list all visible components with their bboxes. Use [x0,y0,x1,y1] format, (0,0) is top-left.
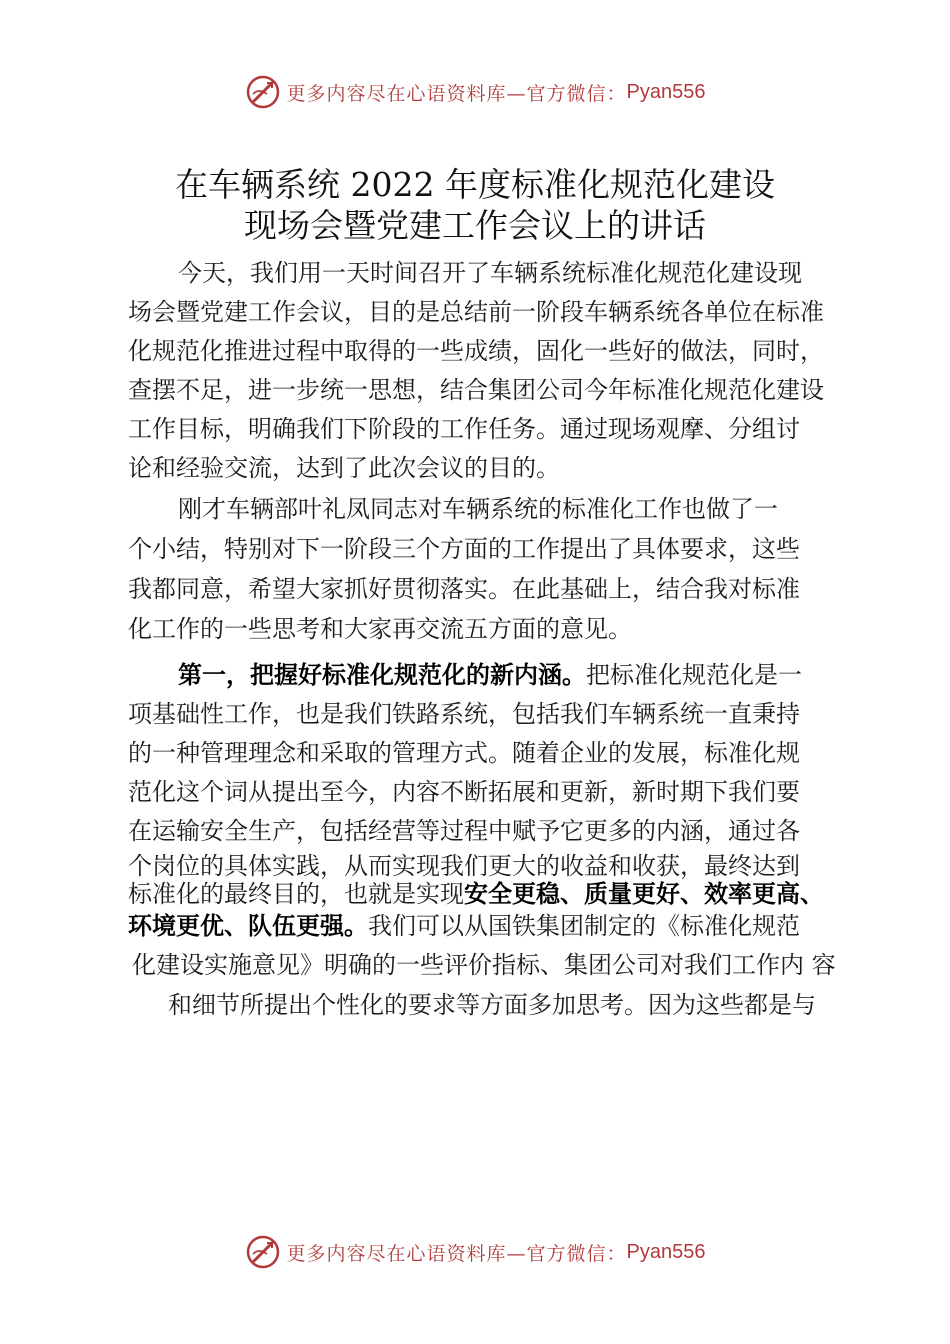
banner-text: 更多内容尽在心语资料库—官方微信： [286,1242,627,1265]
emphasis-goals-1: 安全更稳、质量更好、效率更高、 [464,880,824,908]
paragraph-3-line-7: 标准化的最终目的，也就是实现安全更稳、质量更好、效率更高、 [128,880,824,908]
paragraph-2-line-2: 个小结，特别对下一阶段三个方面的工作提出了具体要求，这些 [128,535,800,563]
paragraph-1-line-2: 场会暨党建工作会议，目的是总结前一阶段车辆系统各单位在标准 [128,298,824,326]
paragraph-3-line-1: 第一，把握好标准化规范化的新内涵。把标准化规范化是一 [178,661,802,689]
paragraph-2-line-4: 化工作的一些思考和大家再交流五方面的意见。 [128,615,632,643]
paragraph-3-line-6: 个岗位的具体实践，从而实现我们更大的收益和收获，最终达到 [128,852,800,880]
paragraph-3-line-2: 项基础性工作，也是我们铁路系统，包括我们车辆系统一直秉持 [128,700,800,728]
footer-banner [0,1232,950,1272]
paragraph-3-line-8: 环境更优、队伍更强。我们可以从国铁集团制定的《标准化规范 [128,912,800,940]
header-banner [0,72,950,112]
paragraph-3-line-9: 化建设实施意见》明确的一些评价指标、集团公司对我们工作内 容 [132,951,836,979]
paragraph-3-line-4: 范化这个词从提出至今，内容不断拓展和更新，新时期下我们要 [128,778,800,806]
document-title-line-2: 现场会暨党建工作会议上的讲话 [244,206,706,245]
paragraph-2-line-3: 我都同意，希望大家抓好贯彻落实。在此基础上，结合我对标准 [128,575,800,603]
paragraph-1-line-5: 工作目标，明确我们下阶段的工作任务。通过现场观摩、分组讨 [128,415,800,443]
paragraph-3-line-10: 和细节所提出个性化的要求等方面多加思考。因为这些都是与 [168,991,816,1019]
wechat-id: Pyan556 [626,80,706,103]
paragraph-1-line-4: 查摆不足，进一步统一思想，结合集团公司今年标准化规范化建设 [128,376,824,404]
paragraph-3-line-3: 的一种管理理念和采取的管理方式。随着企业的发展，标准化规 [128,739,800,767]
wechat-id: Pyan556 [626,1240,706,1263]
document-title-line-1: 在车辆系统 2022 年度标准化规范化建设 [175,165,775,204]
banner-text: 更多内容尽在心语资料库—官方微信： [286,82,627,105]
pen-logo-icon [245,1234,281,1270]
paragraph-1-line-1: 今天，我们用一天时间召开了车辆系统标准化规范化建设现 [178,259,802,287]
paragraph-1-line-6: 论和经验交流，达到了此次会议的目的。 [128,454,560,482]
section-heading-1: 第一，把握好标准化规范化的新内涵。 [178,661,586,689]
paragraph-3-line-5: 在运输安全生产，包括经营等过程中赋予它更多的内涵，通过各 [128,817,800,845]
pen-logo-icon [245,74,281,110]
emphasis-goals-2: 环境更优、队伍更强。 [128,912,368,940]
paragraph-1-line-3: 化规范化推进过程中取得的一些成绩，固化一些好的做法，同时， [128,337,824,365]
paragraph-2-line-1: 刚才车辆部叶礼凤同志对车辆系统的标准化工作也做了一 [178,495,778,523]
